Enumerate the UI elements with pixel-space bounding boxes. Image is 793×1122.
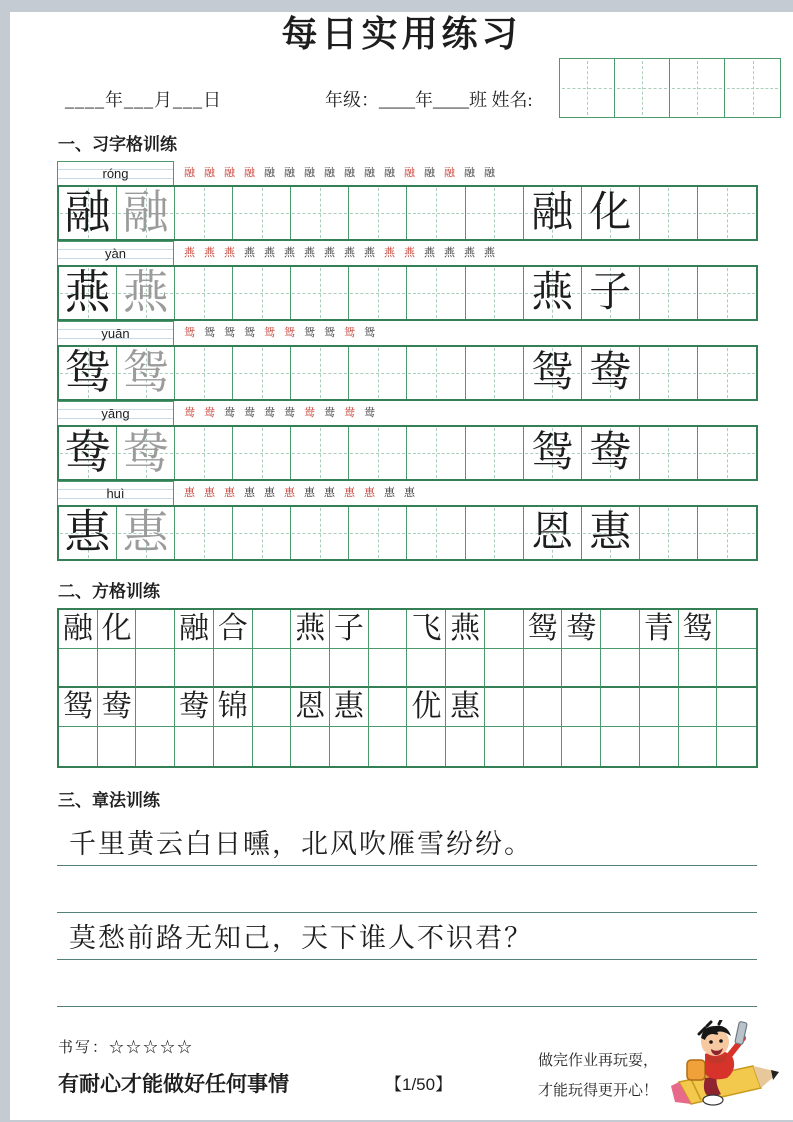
- tianzige-cell: [407, 187, 465, 239]
- square-cell: 化: [98, 610, 137, 649]
- square-cell: [369, 688, 408, 727]
- square-cell: 鸳: [524, 610, 563, 649]
- tianzige-cell: [524, 267, 582, 319]
- tianzige-cell: [407, 347, 465, 399]
- square-cell: [407, 649, 446, 688]
- stroke-step: 融: [324, 166, 335, 179]
- square-cell: 合: [214, 610, 253, 649]
- grade-name-blank-line: 年级：____年____班 姓名:: [325, 90, 533, 110]
- word-character: 鸳: [531, 430, 574, 476]
- stroke-step: 燕: [404, 246, 415, 259]
- word-character: 子: [589, 270, 632, 316]
- name-grid-cell: [615, 59, 670, 117]
- tianzige-cell: [640, 347, 698, 399]
- stroke-step: 鸯: [304, 406, 315, 419]
- tianzige-cell: [582, 347, 640, 399]
- tianzige-cell: [117, 267, 175, 319]
- stroke-step: 鸯: [344, 406, 355, 419]
- stroke-step: 融: [444, 166, 455, 179]
- tianzige-cell: [640, 267, 698, 319]
- practice-row-鸳: [57, 321, 758, 401]
- stroke-step: 融: [204, 166, 215, 179]
- square-cell: 惠: [330, 688, 369, 727]
- tianzige-cell: [175, 507, 233, 559]
- square-cell: [98, 727, 137, 766]
- tianzige-cell: [175, 347, 233, 399]
- trace-character: 燕: [122, 267, 169, 318]
- stroke-order-strip: [174, 321, 758, 345]
- practice-row-header: [57, 241, 758, 265]
- sentence-text: 千里黄云白日曛，北风吹雁雪纷纷。: [69, 829, 533, 859]
- model-character: 鸯: [64, 427, 111, 478]
- stroke-step: 惠: [244, 486, 255, 499]
- tianzige-cell: [466, 507, 524, 559]
- stroke-step: 燕: [364, 246, 375, 259]
- sentence-line: [57, 913, 757, 960]
- tianzige-cell: [698, 427, 756, 479]
- character-practice-grid: [57, 161, 758, 561]
- tianzige-cell: [349, 267, 407, 319]
- tianzige-cell: [582, 267, 640, 319]
- tianzige-cell: [117, 507, 175, 559]
- stroke-step: 惠: [344, 486, 355, 499]
- mascot-speech-text: [538, 1046, 658, 1106]
- tianzige-cell: [640, 427, 698, 479]
- stroke-step: 鸯: [224, 406, 235, 419]
- square-cell: [369, 610, 408, 649]
- stroke-step: 惠: [184, 486, 195, 499]
- mascot-boy-on-pencil-icon: [661, 1020, 789, 1112]
- stroke-step: 鸳: [184, 326, 195, 339]
- tianzige-cell: [349, 507, 407, 559]
- tianzige-cell: [291, 267, 349, 319]
- pinyin-label: [57, 321, 174, 345]
- tianzige-cell: [233, 507, 291, 559]
- tianzige-cell: [233, 267, 291, 319]
- square-cell: [330, 727, 369, 766]
- stroke-step: 惠: [304, 486, 315, 499]
- square-cell: 燕: [291, 610, 330, 649]
- tianzige-cell: [59, 507, 117, 559]
- name-grid-cell: [560, 59, 615, 117]
- writing-rating: [58, 1036, 194, 1057]
- square-cell: [524, 688, 563, 727]
- tianzige-cell: [582, 187, 640, 239]
- square-cell: [717, 688, 756, 727]
- tianzige-cell: [59, 427, 117, 479]
- sentence-line: [57, 819, 757, 866]
- tianzige-cell: [117, 347, 175, 399]
- tianzige-cell: [407, 427, 465, 479]
- tianzige-cell: [175, 187, 233, 239]
- pinyin-text: yāng: [101, 406, 130, 421]
- stroke-step: 燕: [224, 246, 235, 259]
- stroke-step: 燕: [484, 246, 495, 259]
- square-cell: [407, 727, 446, 766]
- tianzige-cell: [407, 507, 465, 559]
- stroke-step: 燕: [204, 246, 215, 259]
- square-cell: [679, 649, 718, 688]
- square-cell: [601, 649, 640, 688]
- square-cell: 鸳: [679, 610, 718, 649]
- tianzige-cell: [466, 427, 524, 479]
- tianzige-cell: [466, 347, 524, 399]
- stroke-step: 鸳: [344, 326, 355, 339]
- stroke-step: 燕: [184, 246, 195, 259]
- trace-character: 鸳: [122, 347, 169, 398]
- square-cell: [485, 610, 524, 649]
- square-cell: [601, 610, 640, 649]
- square-cell: [136, 688, 175, 727]
- model-character: 融: [64, 187, 111, 238]
- date-blank-line: ____年___月___日: [65, 90, 222, 110]
- pinyin-text: huì: [106, 486, 125, 501]
- square-cell: 鸯: [562, 610, 601, 649]
- square-cell: [717, 727, 756, 766]
- tianzige-cell: [291, 187, 349, 239]
- stroke-step: 鸳: [224, 326, 235, 339]
- tianzige-cell: [291, 347, 349, 399]
- tianzige-cell: [291, 427, 349, 479]
- stroke-step: 惠: [284, 486, 295, 499]
- stroke-step: 鸯: [364, 406, 375, 419]
- stroke-step: 鸳: [244, 326, 255, 339]
- name-writing-grid: [559, 58, 781, 118]
- stroke-step: 惠: [224, 486, 235, 499]
- square-cell: [446, 649, 485, 688]
- square-cell: [98, 649, 137, 688]
- stroke-step: 惠: [404, 486, 415, 499]
- square-cell: [136, 649, 175, 688]
- word-character: 恩: [531, 510, 574, 556]
- section3-heading: 三、章法训练: [58, 791, 160, 810]
- square-cell: 优: [407, 688, 446, 727]
- stroke-step: 燕: [464, 246, 475, 259]
- square-cell: [214, 649, 253, 688]
- stroke-step: 鸳: [264, 326, 275, 339]
- stroke-step: 鸯: [324, 406, 335, 419]
- pinyin-label: [57, 241, 174, 265]
- stroke-step: 鸳: [364, 326, 375, 339]
- practice-cells-row: [57, 185, 758, 241]
- stroke-step: 惠: [204, 486, 215, 499]
- square-cell: [59, 649, 98, 688]
- tianzige-cell: [698, 347, 756, 399]
- pinyin-text: róng: [102, 166, 129, 181]
- trace-character: 鸯: [122, 427, 169, 478]
- stroke-step: 鸳: [304, 326, 315, 339]
- stroke-step: 惠: [264, 486, 275, 499]
- pinyin-label: [57, 481, 174, 505]
- square-cell: [136, 727, 175, 766]
- square-cell: [59, 727, 98, 766]
- square-cell: 青: [640, 610, 679, 649]
- square-cell: [446, 727, 485, 766]
- practice-row-header: [57, 321, 758, 345]
- stroke-step: 鸯: [184, 406, 195, 419]
- square-cell: [330, 649, 369, 688]
- stroke-step: 燕: [384, 246, 395, 259]
- square-cell: [253, 649, 292, 688]
- stroke-order-strip: [174, 241, 758, 265]
- header-row: [10, 58, 793, 122]
- tianzige-cell: [524, 427, 582, 479]
- square-cell: [640, 727, 679, 766]
- practice-cells-row: [57, 505, 758, 561]
- square-cell: [640, 688, 679, 727]
- stroke-step: 惠: [364, 486, 375, 499]
- tianzige-cell: [582, 507, 640, 559]
- practice-row-惠: [57, 481, 758, 561]
- square-cell: [562, 727, 601, 766]
- tianzige-cell: [233, 187, 291, 239]
- square-cell: 子: [330, 610, 369, 649]
- tianzige-cell: [175, 267, 233, 319]
- square-cell: [369, 649, 408, 688]
- tianzige-cell: [59, 347, 117, 399]
- stroke-order-strip: [174, 481, 758, 505]
- stroke-step: 鸳: [204, 326, 215, 339]
- square-cell: [524, 727, 563, 766]
- tianzige-cell: [698, 267, 756, 319]
- tianzige-cell: [59, 187, 117, 239]
- section1-heading: 一、习字格训练: [58, 135, 177, 154]
- tianzige-cell: [349, 347, 407, 399]
- square-cell: [485, 649, 524, 688]
- square-cell: [485, 688, 524, 727]
- rating-stars: ☆☆☆☆☆: [109, 1040, 195, 1056]
- square-cell: 融: [59, 610, 98, 649]
- square-cell: [717, 610, 756, 649]
- page-indicator: 【1/50】: [385, 1075, 453, 1094]
- tianzige-cell: [233, 427, 291, 479]
- stroke-step: 融: [244, 166, 255, 179]
- square-cell: 融: [175, 610, 214, 649]
- tianzige-cell: [640, 187, 698, 239]
- square-cell: [601, 688, 640, 727]
- stroke-step: 惠: [324, 486, 335, 499]
- word-square-grid: [57, 608, 758, 768]
- square-cell: [253, 727, 292, 766]
- square-cell: 锦: [214, 688, 253, 727]
- square-cell: [562, 649, 601, 688]
- square-cell: [253, 610, 292, 649]
- model-character: 燕: [64, 267, 111, 318]
- stroke-step: 鸳: [284, 326, 295, 339]
- stroke-step: 燕: [344, 246, 355, 259]
- square-cell: [369, 727, 408, 766]
- stroke-step: 燕: [424, 246, 435, 259]
- square-cell: [485, 727, 524, 766]
- word-character: 燕: [531, 270, 574, 316]
- pinyin-text: yuān: [101, 326, 130, 341]
- square-cell: [562, 688, 601, 727]
- sentence-text: 莫愁前路无知己，天下谁人不识君？: [69, 923, 533, 953]
- tianzige-cell: [349, 427, 407, 479]
- word-character: 鸯: [589, 350, 632, 396]
- tianzige-cell: [349, 187, 407, 239]
- square-cell: 燕: [446, 610, 485, 649]
- practice-cells-row: [57, 265, 758, 321]
- tianzige-cell: [233, 347, 291, 399]
- model-character: 惠: [64, 507, 111, 558]
- tianzige-cell: [175, 427, 233, 479]
- square-cell: [214, 727, 253, 766]
- pinyin-text: yàn: [105, 246, 126, 261]
- stroke-step: 融: [224, 166, 235, 179]
- stroke-step: 融: [424, 166, 435, 179]
- stroke-step: 燕: [244, 246, 255, 259]
- stroke-step: 燕: [304, 246, 315, 259]
- practice-row-鸯: [57, 401, 758, 481]
- square-cell: [136, 610, 175, 649]
- stroke-step: 融: [264, 166, 275, 179]
- model-character: 鸳: [64, 347, 111, 398]
- stroke-step: 融: [384, 166, 395, 179]
- tianzige-cell: [59, 267, 117, 319]
- word-character: 鸯: [589, 430, 632, 476]
- square-cell: [717, 649, 756, 688]
- square-cell: [175, 649, 214, 688]
- tianzige-cell: [466, 187, 524, 239]
- stroke-step: 鸳: [324, 326, 335, 339]
- square-cell: 鸯: [98, 688, 137, 727]
- tianzige-cell: [524, 507, 582, 559]
- square-cell: [524, 649, 563, 688]
- stroke-step: 鸯: [264, 406, 275, 419]
- stroke-step: 鸯: [244, 406, 255, 419]
- stroke-order-strip: [174, 161, 758, 185]
- square-cell: 飞: [407, 610, 446, 649]
- square-cell: 鸯: [175, 688, 214, 727]
- word-character: 鸳: [531, 350, 574, 396]
- square-cell: [679, 688, 718, 727]
- trace-character: 融: [122, 187, 169, 238]
- tianzige-cell: [524, 347, 582, 399]
- word-character: 化: [589, 190, 632, 236]
- tianzige-cell: [117, 187, 175, 239]
- stroke-step: 融: [364, 166, 375, 179]
- practice-row-融: [57, 161, 758, 241]
- pinyin-label: [57, 161, 174, 185]
- sentence-line: [57, 960, 757, 1007]
- tianzige-cell: [698, 507, 756, 559]
- practice-row-header: [57, 401, 758, 425]
- name-grid-cell: [670, 59, 725, 117]
- section2-heading: 二、方格训练: [58, 582, 160, 601]
- tianzige-cell: [640, 507, 698, 559]
- square-cell: 鸳: [59, 688, 98, 727]
- mascot-speech-line1: 做完作业再玩耍，: [537, 1053, 658, 1069]
- tianzige-cell: [466, 267, 524, 319]
- stroke-step: 鸯: [204, 406, 215, 419]
- footer: [10, 1020, 793, 1112]
- tianzige-cell: [698, 187, 756, 239]
- square-cell: [291, 727, 330, 766]
- stroke-step: 融: [284, 166, 295, 179]
- square-cell: [601, 727, 640, 766]
- stroke-step: 融: [184, 166, 195, 179]
- stroke-step: 融: [404, 166, 415, 179]
- stroke-step: 融: [344, 166, 355, 179]
- tianzige-cell: [291, 507, 349, 559]
- square-cell: [175, 727, 214, 766]
- tianzige-cell: [524, 187, 582, 239]
- tianzige-cell: [117, 427, 175, 479]
- square-cell: [253, 688, 292, 727]
- worksheet-page: [10, 12, 793, 1120]
- page-title: 每日实用练习: [281, 13, 522, 54]
- square-cell: 惠: [446, 688, 485, 727]
- stroke-step: 融: [484, 166, 495, 179]
- stroke-step: 燕: [324, 246, 335, 259]
- name-grid-cell: [725, 59, 780, 117]
- trace-character: 惠: [122, 507, 169, 558]
- stroke-step: 融: [464, 166, 475, 179]
- square-cell: [640, 649, 679, 688]
- stroke-step: 燕: [444, 246, 455, 259]
- tianzige-cell: [582, 427, 640, 479]
- stroke-step: 燕: [284, 246, 295, 259]
- stroke-step: 惠: [384, 486, 395, 499]
- square-cell: [679, 727, 718, 766]
- stroke-order-strip: [174, 401, 758, 425]
- word-character: 融: [531, 190, 574, 236]
- sentence-practice-lines: [57, 819, 757, 1007]
- rating-label: 书写：: [58, 1040, 110, 1056]
- pinyin-label: [57, 401, 174, 425]
- practice-row-燕: [57, 241, 758, 321]
- practice-cells-row: [57, 425, 758, 481]
- practice-row-header: [57, 161, 758, 185]
- practice-cells-row: [57, 345, 758, 401]
- word-character: 惠: [589, 510, 632, 556]
- tianzige-cell: [407, 267, 465, 319]
- square-cell: 恩: [291, 688, 330, 727]
- stroke-step: 融: [304, 166, 315, 179]
- stroke-step: 燕: [264, 246, 275, 259]
- practice-row-header: [57, 481, 758, 505]
- square-cell: [291, 649, 330, 688]
- mascot-speech-line2: 才能玩得更开心！: [537, 1083, 658, 1099]
- stroke-step: 鸯: [284, 406, 295, 419]
- footer-motto: 有耐心才能做好任何事情: [58, 1073, 289, 1096]
- sentence-line: [57, 866, 757, 913]
